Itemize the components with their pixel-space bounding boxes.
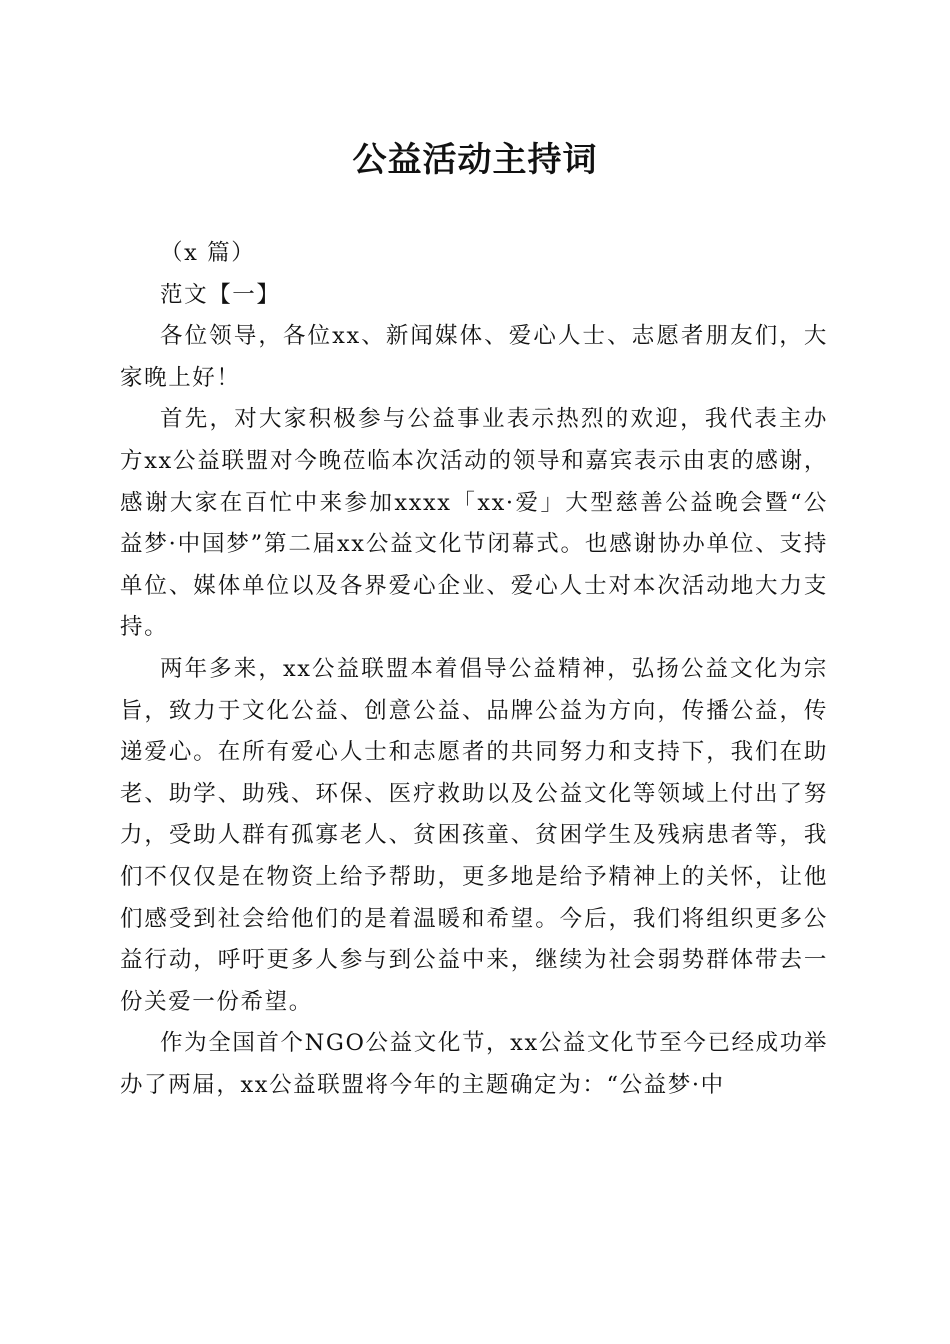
paragraph-festival: 作为全国首个NGO公益文化节，xx公益文化节至今已经成功举办了两届，xx公益联盟将今年的主题确定为：“公益梦·中	[120, 1030, 828, 1098]
document-title: 公益活动主持词	[352, 140, 598, 180]
paragraph-welcome: 首先，对大家积极参与公益事业表示热烈的欢迎，我代表主办方xx公益联盟对今晚莅临本次活动的领导和嘉宾表示由衷的感谢，感谢大家在百忙中来参加xxxx「xx·爱」大型慈善公益晚会暨“公益梦·中国梦”第二届xx公益文化节闭幕式。也感谢协办单位、支持单位、媒体单位以及各界爱心企业、爱心人士对本次活动地大力支持。	[120, 406, 828, 641]
paragraph-sample-heading: 范文【一】	[160, 281, 281, 308]
paragraph-count-note: （x 篇）	[160, 240, 256, 266]
document-body	[120, 233, 828, 1106]
paragraph-review: 两年多来，xx公益联盟本着倡导公益精神，弘扬公益文化为宗旨，致力于文化公益、创意公益、品牌公益为方向，传播公益，传递爱心。在所有爱心人士和志愿者的共同努力和支持下，我们在助老、助学、助残、环保、医疗救助以及公益文化等领域上付出了努力，受助人群有孤寡老人、贫困孩童、贫困学生及残病患者等，我们不仅仅是在物资上给予帮助，更多地是给予精神上的关怀，让他们感受到社会给他们的是着温暖和希望。今后，我们将组织更多公益行动，呼吁更多人参与到公益中来，继续为社会弱势群体带去一份关爱一份希望。	[120, 655, 828, 1015]
paragraph-greeting: 各位领导，各位xx、新闻媒体、爱心人士、志愿者朋友们，大家晚上好！	[120, 323, 828, 391]
